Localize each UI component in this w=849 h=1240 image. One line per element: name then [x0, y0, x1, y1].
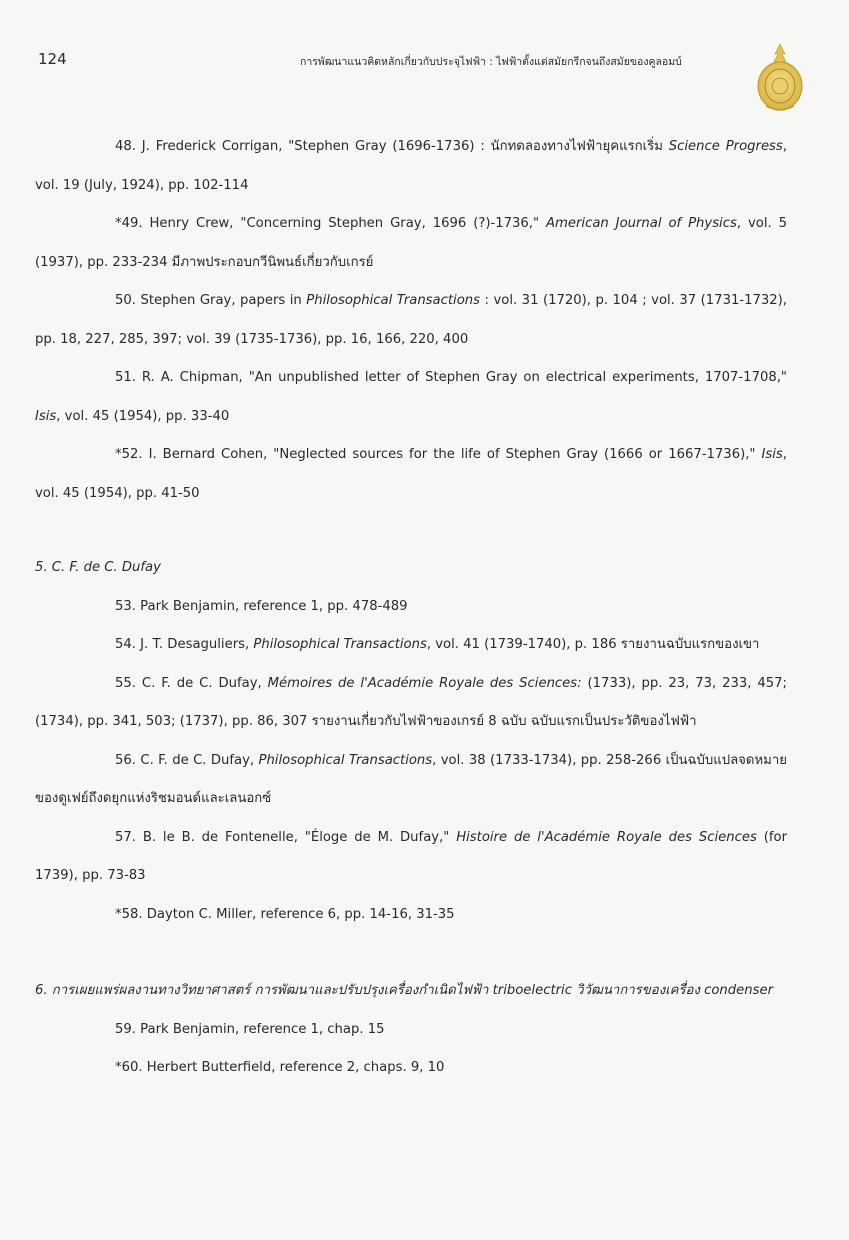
reference-entry: *52. I. Bernard Cohen, "Neglected sources for the life of Stephen Gray (1666 or 1667-1736)," Isis, vol. 45 (1954), pp. 41-50	[35, 447, 787, 501]
emblem-seal-icon	[752, 42, 808, 114]
section-spacer	[35, 513, 787, 549]
reference-entry: 54. J. T. Desaguliers, Philosophical Transactions, vol. 41 (1739-1740), p. 186 รายงานฉบับแรกของเขา	[115, 637, 760, 652]
bibliography-body	[35, 128, 787, 1088]
reference-entry: 57. B. le B. de Fontenelle, "Éloge de M. Dufay," Histoire de l'Académie Royale des Sciences (for 1739), pp. 73-83	[35, 829, 787, 883]
section-heading: 5. C. F. de C. Dufay	[35, 560, 161, 575]
reference-entry: *49. Henry Crew, "Concerning Stephen Gray, 1696 (?)-1736," American Journal of Physics, vol. 5 (1937), pp. 233-234 มีภาพประกอบกวีนิพนธ์เกี่ยวกับเกรย์	[35, 216, 787, 270]
running-header: การพัฒนาแนวคิดหลักเกี่ยวกับประจุไฟฟ้า : ไฟฟ้าตั้งแต่สมัยกรีกจนถึงสมัยของคูลอมบ์	[300, 56, 682, 68]
section-spacer	[35, 934, 787, 972]
reference-entry: 56. C. F. de C. Dufay, Philosophical Transactions, vol. 38 (1733-1734), pp. 258-266 เป็นฉบับแปลจดหมายของดูเฟย์ถึงดยุกแห่งริชมอนด์และเลนอกซ์	[35, 752, 787, 806]
section-heading: 6. การเผยแพร่ผลงานทางวิทยาศาสตร์ การพัฒนาและปรับปรุงเครื่องกำเนิดไฟฟ้า triboelectric วิวัฒนาการของเครื่อง condenser	[35, 983, 774, 998]
reference-entry: 48. J. Frederick Corrigan, "Stephen Gray (1696-1736) : นักทดลองทางไฟฟ้ายุคแรกเริ่ม Science Progress, vol. 19 (July, 1924), pp. 102-114	[35, 139, 788, 193]
reference-entry: 55. C. F. de C. Dufay, Mémoires de l'Académie Royale des Sciences: (1733), pp. 23, 73, 233, 457; (1734), pp. 341, 503; (1737), pp. 86, 307 รายงานเกี่ยวกับไฟฟ้าของเกรย์ 8 ฉบับ ฉบับแรกเป็นประวัติของไฟฟ้า	[35, 675, 787, 729]
reference-entry: 51. R. A. Chipman, "An unpublished letter of Stephen Gray on electrical experiments, 1707-1708," Isis, vol. 45 (1954), pp. 33-40	[35, 370, 787, 424]
reference-entry: 50. Stephen Gray, papers in Philosophical Transactions : vol. 31 (1720), p. 104 ; vol. 37 (1731-1732), pp. 18, 227, 285, 397; vol. 39 (1735-1736), pp. 16, 166, 220, 400	[35, 293, 788, 347]
reference-entry: 59. Park Benjamin, reference 1, chap. 15	[115, 1021, 385, 1037]
page-number: 124	[38, 50, 67, 68]
reference-entry: *58. Dayton C. Miller, reference 6, pp. 14-16, 31-35	[115, 906, 455, 922]
reference-entry: 53. Park Benjamin, reference 1, pp. 478-489	[115, 598, 408, 614]
reference-entry: *60. Herbert Butterfield, reference 2, chaps. 9, 10	[115, 1060, 445, 1075]
